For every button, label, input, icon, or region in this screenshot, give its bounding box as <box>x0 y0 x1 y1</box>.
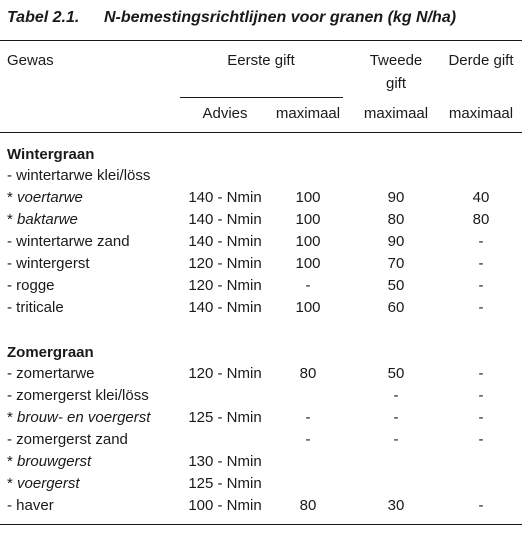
crop-prefix: * <box>7 409 18 426</box>
advice-value: 100 - Nmin <box>188 497 262 514</box>
section-title: Wintergraan <box>7 146 95 163</box>
second-dose-value: 80 <box>387 211 405 228</box>
crop-name: - zomergerst zand <box>7 431 128 448</box>
crop-name: - zomertarwe <box>7 365 95 382</box>
advice-value: 125 - Nmin <box>188 409 262 426</box>
advice-value: 140 - Nmin <box>188 189 262 206</box>
third-dose-value: - <box>478 255 484 272</box>
max-first-value: - <box>305 409 311 426</box>
crop-name: - zomergerst klei/löss <box>7 387 149 404</box>
crop-prefix: * <box>7 453 18 470</box>
table-title: N-bemestingsrichtlijnen voor granen (kg N/ha) <box>104 9 457 26</box>
header-first-dose: Eerste gift <box>227 52 295 69</box>
third-dose-value: - <box>478 497 484 514</box>
second-dose-value: 90 <box>387 189 405 206</box>
header-second-dose-line1: Tweede <box>369 52 423 69</box>
crop-variety: voergerst <box>17 475 80 492</box>
subheader-max-second: maximaal <box>363 105 429 122</box>
advice-value: 140 - Nmin <box>188 211 262 228</box>
max-first-value: 100 <box>295 299 321 316</box>
crop-prefix: * <box>7 475 18 492</box>
crop-prefix: * <box>7 189 18 206</box>
crop-variety: baktarwe <box>17 211 78 228</box>
header-second-dose-line2: gift <box>385 75 406 92</box>
crop-name: - wintertarwe zand <box>7 233 130 250</box>
crop-variety: voertarwe <box>17 189 83 206</box>
second-dose-value: 50 <box>387 277 405 294</box>
third-dose-value: - <box>478 277 484 294</box>
max-first-value: - <box>305 277 311 294</box>
third-dose-value: - <box>478 365 484 382</box>
crop-name: - rogge <box>7 277 55 294</box>
crop-name: - wintergerst <box>7 255 90 272</box>
crop-name: - triticale <box>7 299 64 316</box>
second-dose-value: 30 <box>387 497 405 514</box>
second-dose-value: 60 <box>387 299 405 316</box>
table-caption <box>7 9 456 27</box>
advice-value: 140 - Nmin <box>188 233 262 250</box>
subheader-max-first: maximaal <box>275 105 341 122</box>
max-first-value: 100 <box>295 189 321 206</box>
section-title: Zomergraan <box>7 344 94 361</box>
crop-name: - haver <box>7 497 54 514</box>
group-underline <box>180 97 343 98</box>
second-dose-value: 70 <box>387 255 405 272</box>
crop-name: - wintertarwe klei/löss <box>7 167 151 184</box>
crop-variety: brouw- en voergerst <box>17 409 151 426</box>
advice-value: 130 - Nmin <box>188 453 262 470</box>
top-rule <box>0 40 522 41</box>
advice-value: 120 - Nmin <box>188 277 262 294</box>
third-dose-value: - <box>478 387 484 404</box>
header-third-dose: Derde gift <box>448 52 514 69</box>
third-dose-value: - <box>478 409 484 426</box>
advice-value: 120 - Nmin <box>188 365 262 382</box>
third-dose-value: - <box>478 431 484 448</box>
advice-value: 140 - Nmin <box>188 299 262 316</box>
crop-name <box>7 409 150 427</box>
advice-value: 125 - Nmin <box>188 475 262 492</box>
advice-value: 120 - Nmin <box>188 255 262 272</box>
subheader-advice: Advies <box>202 105 248 122</box>
header-rule <box>0 132 522 133</box>
max-first-value: 100 <box>295 233 321 250</box>
second-dose-value: - <box>393 431 399 448</box>
max-first-value: 100 <box>295 255 321 272</box>
max-first-value: 100 <box>295 211 321 228</box>
header-crop: Gewas <box>7 52 54 69</box>
crop-name <box>7 189 83 207</box>
third-dose-value: 40 <box>472 189 490 206</box>
subheader-max-third: maximaal <box>448 105 514 122</box>
max-first-value: - <box>305 431 311 448</box>
crop-variety: brouwgerst <box>17 453 92 470</box>
crop-name <box>7 475 80 493</box>
crop-name <box>7 211 78 229</box>
second-dose-value: - <box>393 387 399 404</box>
second-dose-value: 50 <box>387 365 405 382</box>
crop-prefix: * <box>7 211 18 228</box>
third-dose-value: - <box>478 299 484 316</box>
third-dose-value: 80 <box>472 211 490 228</box>
crop-name <box>7 453 91 471</box>
max-first-value: 80 <box>299 365 317 382</box>
third-dose-value: - <box>478 233 484 250</box>
table-number: Tabel 2.1. <box>7 9 80 26</box>
max-first-value: 80 <box>299 497 317 514</box>
bottom-rule <box>0 524 522 525</box>
second-dose-value: 90 <box>387 233 405 250</box>
second-dose-value: - <box>393 409 399 426</box>
